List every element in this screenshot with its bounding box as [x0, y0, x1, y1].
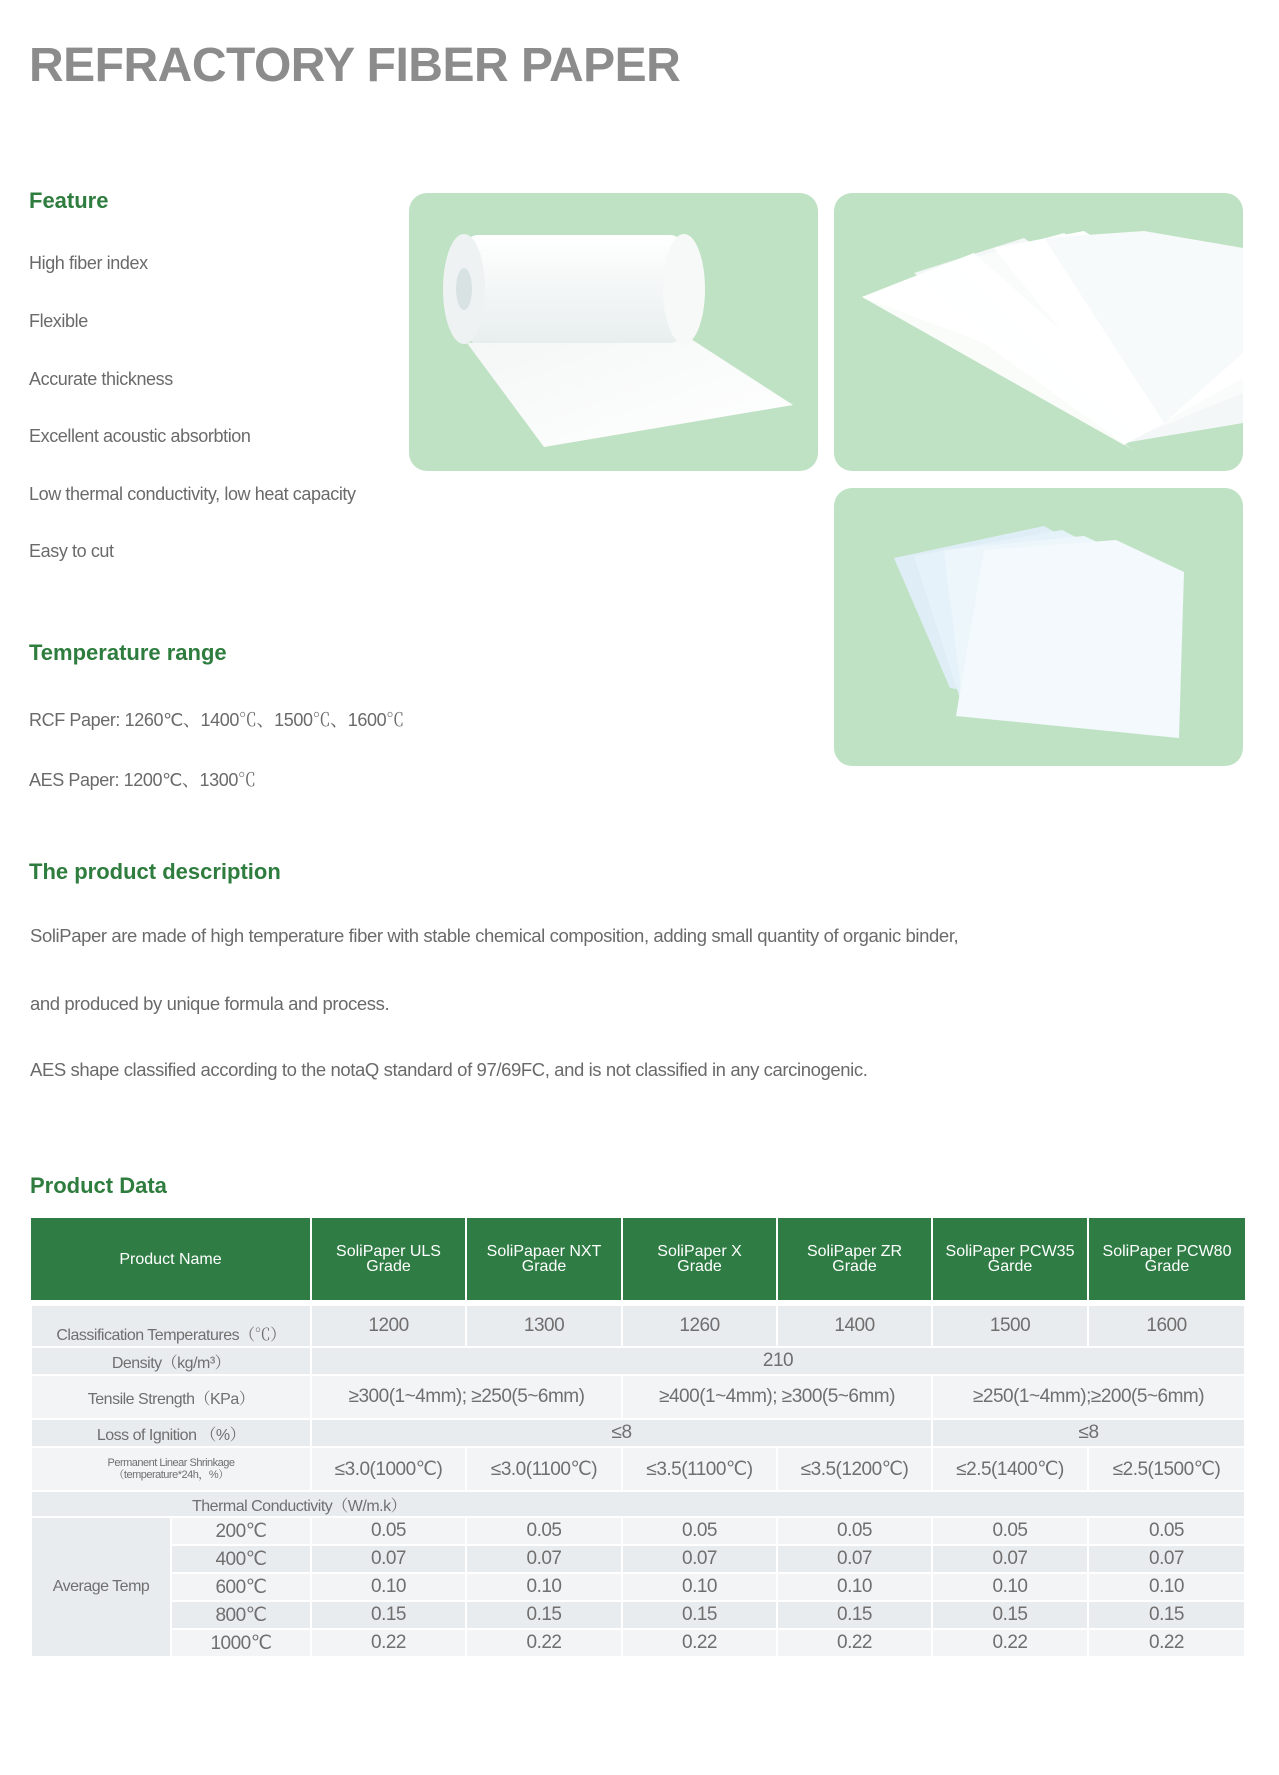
table-cell: 0.05: [622, 1517, 777, 1545]
temp-label: 400℃: [171, 1545, 311, 1573]
row-label: Thermal Conductivity（W/m.k）: [31, 1491, 1245, 1517]
description-line: and produced by unique formula and process.: [30, 993, 390, 1014]
temperature-item-rcf: RCF Paper: 1260℃、1400℃、1500℃、1600℃: [29, 710, 404, 730]
product-data-heading: Product Data: [30, 1173, 167, 1198]
header-product-name: Product Name: [31, 1218, 311, 1300]
header-grade-pcw80: SoliPaper PCW80 Grade: [1088, 1218, 1245, 1300]
row-label: Classification Temperatures（℃）: [31, 1305, 311, 1347]
table-row-loss-ignition: [31, 1419, 1245, 1447]
table-cell: 0.10: [311, 1573, 466, 1601]
table-cell: 0.22: [777, 1629, 932, 1657]
table-cell: ≤8: [932, 1419, 1245, 1447]
table-cell: 0.22: [466, 1629, 622, 1657]
table-row-thermal: [31, 1545, 1245, 1573]
feature-item: Accurate thickness: [29, 369, 173, 389]
table-row-tensile: [31, 1375, 1245, 1419]
temp-label: 600℃: [171, 1573, 311, 1601]
feature-item: Easy to cut: [29, 541, 114, 561]
table-cell: 0.15: [466, 1601, 622, 1629]
product-data-table: [30, 1218, 1244, 1658]
description-heading: The product description: [29, 859, 281, 884]
paper-roll-image: [409, 193, 818, 471]
temp-label: 800℃: [171, 1601, 311, 1629]
feature-item: Excellent acoustic absorbtion: [29, 426, 251, 446]
table-cell: 0.10: [622, 1573, 777, 1601]
temperature-range-heading: Temperature range: [29, 640, 227, 665]
feature-item: Flexible: [29, 311, 88, 331]
header-grade-x: SoliPaper X Grade: [622, 1218, 777, 1300]
table-cell: 1600: [1088, 1305, 1245, 1347]
header-grade-nxt: SoliPapaer NXT Grade: [466, 1218, 622, 1300]
table-cell: 1200: [311, 1305, 466, 1347]
header-grade-uls: SoliPaper ULS Grade: [311, 1218, 466, 1300]
table-cell: 1500: [932, 1305, 1088, 1347]
table-cell: 0.10: [932, 1573, 1088, 1601]
table-row-classification: [31, 1305, 1245, 1347]
row-label: Loss of Ignition （%）: [31, 1419, 311, 1447]
temp-label: 1000℃: [171, 1629, 311, 1657]
table-cell: 0.22: [622, 1629, 777, 1657]
table-cell: 0.07: [777, 1545, 932, 1573]
table-cell: 210: [311, 1347, 1245, 1375]
description-line: AES shape classified according to the notaQ standard of 97/69FC, and is not classified in any carcinogenic.: [30, 1059, 868, 1080]
table-cell: 0.07: [622, 1545, 777, 1573]
table-cell: 0.07: [1088, 1545, 1245, 1573]
table-cell: 0.05: [777, 1517, 932, 1545]
table-cell: ≥400(1~4mm); ≥300(5~6mm): [622, 1375, 932, 1419]
table-cell: 0.05: [466, 1517, 622, 1545]
table-cell: 0.05: [932, 1517, 1088, 1545]
table-cell: 0.15: [622, 1601, 777, 1629]
row-label: Density（kg/m³）: [31, 1347, 311, 1375]
table-cell: ≤2.5(1400℃): [932, 1447, 1088, 1491]
table-cell: 0.15: [932, 1601, 1088, 1629]
table-cell: 0.07: [311, 1545, 466, 1573]
table-row-density: [31, 1347, 1245, 1375]
table-cell: 1400: [777, 1305, 932, 1347]
blue-sheets-image: [834, 488, 1243, 766]
table-cell: 1300: [466, 1305, 622, 1347]
page-title: REFRACTORY FIBER PAPER: [29, 39, 681, 92]
table-row-thermal: [31, 1601, 1245, 1629]
table-cell: 0.15: [311, 1601, 466, 1629]
table-cell: 0.22: [932, 1629, 1088, 1657]
feature-item: High fiber index: [29, 253, 148, 273]
table-cell: ≥300(1~4mm); ≥250(5~6mm): [311, 1375, 622, 1419]
table-cell: 0.10: [1088, 1573, 1245, 1601]
table-cell: 0.22: [1088, 1629, 1245, 1657]
row-label: Tensile Strength（KPa）: [31, 1375, 311, 1419]
description-line: SoliPaper are made of high temperature fiber with stable chemical composition, adding small quantity of organic binder,: [30, 925, 959, 946]
feature-item: Low thermal conductivity, low heat capacity: [29, 484, 356, 504]
table-cell: ≤3.5(1100℃): [622, 1447, 777, 1491]
temp-label: 200℃: [171, 1517, 311, 1545]
average-temp-label: Average Temp: [31, 1517, 171, 1657]
table-row-shrinkage: [31, 1447, 1245, 1491]
table-row-thermal-label: [31, 1491, 1245, 1517]
table-cell: ≤3.5(1200℃): [777, 1447, 932, 1491]
table-row-thermal: [31, 1573, 1245, 1601]
table-cell: 0.05: [1088, 1517, 1245, 1545]
table-cell: ≥250(1~4mm);≥200(5~6mm): [932, 1375, 1245, 1419]
header-grade-pcw35: SoliPaper PCW35 Garde: [932, 1218, 1088, 1300]
table-row-thermal: [31, 1629, 1245, 1657]
table-cell: 0.15: [1088, 1601, 1245, 1629]
feature-heading: Feature: [29, 188, 109, 213]
row-label: Permanent Linear Shrinkage （temperature*24h，%）: [31, 1447, 311, 1491]
table-cell: 0.07: [932, 1545, 1088, 1573]
table-cell: ≤8: [311, 1419, 932, 1447]
temperature-item-aes: AES Paper: 1200℃、1300℃: [29, 770, 256, 790]
table-cell: ≤2.5(1500℃): [1088, 1447, 1245, 1491]
table-cell: 0.10: [777, 1573, 932, 1601]
table-cell: 0.15: [777, 1601, 932, 1629]
header-grade-zr: SoliPaper ZR Grade: [777, 1218, 932, 1300]
table-cell: ≤3.0(1000℃): [311, 1447, 466, 1491]
table-cell: ≤3.0(1100℃): [466, 1447, 622, 1491]
white-sheets-image: [834, 193, 1243, 471]
table-row-thermal: [31, 1517, 1245, 1545]
table-cell: 0.07: [466, 1545, 622, 1573]
table-cell: 0.10: [466, 1573, 622, 1601]
table-cell: 0.05: [311, 1517, 466, 1545]
table-cell: 0.22: [311, 1629, 466, 1657]
table-cell: 1260: [622, 1305, 777, 1347]
